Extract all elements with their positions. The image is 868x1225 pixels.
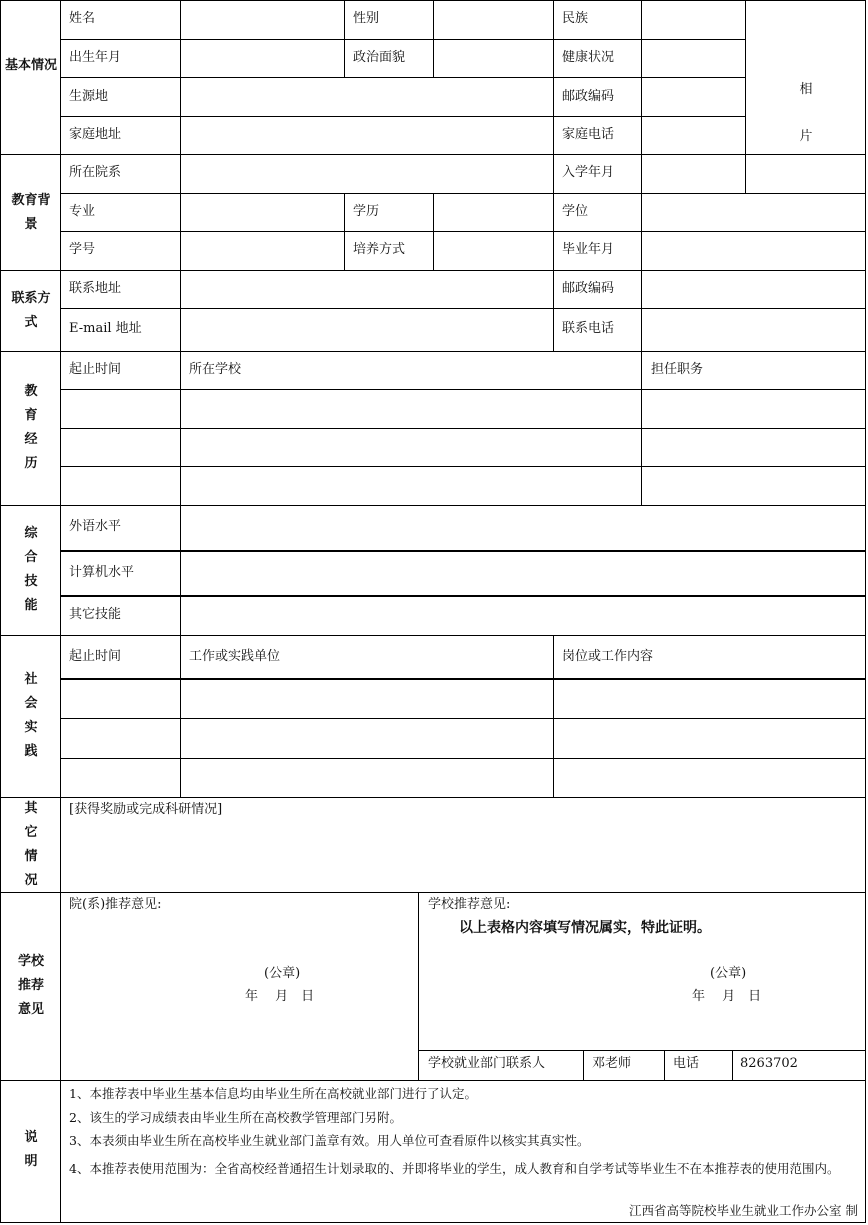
section-edu-history: 教育经历 [24,384,38,471]
label-home-address: 家庭地址 [69,127,122,142]
label-contact-address: 联系地址 [69,281,122,296]
label-department: 所在院系 [69,165,122,180]
label-name: 姓名 [69,11,96,26]
label-training-mode: 培养方式 [353,242,406,257]
label-degree: 学位 [562,204,589,219]
dept-date: 年 月 日 [245,989,315,1004]
section-edu-bg: 教育背景 [11,193,51,232]
label-political: 政治面貌 [353,50,406,65]
note-item: 1、本推荐表中毕业生基本信息均由毕业生所在高校就业部门进行了认定。 [69,1086,477,1101]
label-grad-date: 毕业年月 [562,242,615,257]
other-hint: [获得奖励或完成科研情况] [69,802,223,817]
label-practice-period: 起止时间 [69,649,122,664]
note-item: 4、本推荐表使用范围为：全省高校经普通招生计划录取的、并即将毕业的学生，成人教育和自学考试等毕业生不在本推荐表的使用范围内。 [69,1161,840,1176]
section-contact: 联系方式 [11,291,51,330]
note-item: 3、本表须由毕业生所在高校毕业生就业部门盖章有效。用人单位可查看原件以核实其真实性。 [69,1133,590,1148]
label-contact-phone: 联系电话 [562,321,615,336]
photo-box-label: 相片 [799,82,813,144]
label-postcode: 邮政编码 [562,89,615,104]
section-practice: 社会实践 [24,672,38,759]
section-notes: 说明 [24,1130,38,1169]
dept-seal: (公章) [264,966,301,981]
phone-label: 电话 [673,1056,700,1071]
label-position: 担任职务 [651,362,704,377]
label-gender: 性别 [353,11,380,26]
label-birth: 出生年月 [69,50,122,65]
school-date: 年 月 日 [692,989,762,1004]
contact-person-label: 学校就业部门联系人 [428,1056,546,1071]
section-recommend: 学校推荐意见 [17,954,44,1017]
label-practice-unit: 工作或实践单位 [189,649,281,664]
section-basic: 基本情况 [4,58,57,73]
phone-value: 8263702 [740,1056,798,1071]
section-other: 其它情况 [24,801,38,888]
label-computer: 计算机水平 [69,565,135,580]
label-language: 外语水平 [69,519,122,534]
label-enroll-date: 入学年月 [562,165,615,180]
label-contact-postcode: 邮政编码 [562,281,615,296]
note-item: 2、该生的学习成绩表由毕业生所在高校教学管理部门另附。 [69,1110,402,1125]
school-seal: (公章) [710,966,747,981]
contact-person-name: 邓老师 [592,1056,632,1071]
label-major: 专业 [69,204,96,219]
label-home-phone: 家庭电话 [562,127,615,142]
dept-recommend-label: 院(系)推荐意见: [69,897,162,912]
issuer: 江西省高等院校毕业生就业工作办公室 制 [629,1203,858,1218]
section-skills: 综合技能 [24,526,38,613]
label-email: E-mail 地址 [69,321,142,336]
label-origin: 生源地 [69,89,109,104]
label-student-id: 学号 [69,242,96,257]
label-ethnicity: 民族 [562,11,589,26]
label-practice-content: 岗位或工作内容 [562,649,654,664]
label-edu-period: 起止时间 [69,362,122,377]
label-education: 学历 [353,204,380,219]
certify-statement: 以上表格内容填写情况属实，特此证明。 [459,920,711,936]
label-school: 所在学校 [189,362,242,377]
school-recommend-label: 学校推荐意见: [428,897,511,912]
label-health: 健康状况 [562,50,615,65]
label-other-skills: 其它技能 [69,607,122,622]
